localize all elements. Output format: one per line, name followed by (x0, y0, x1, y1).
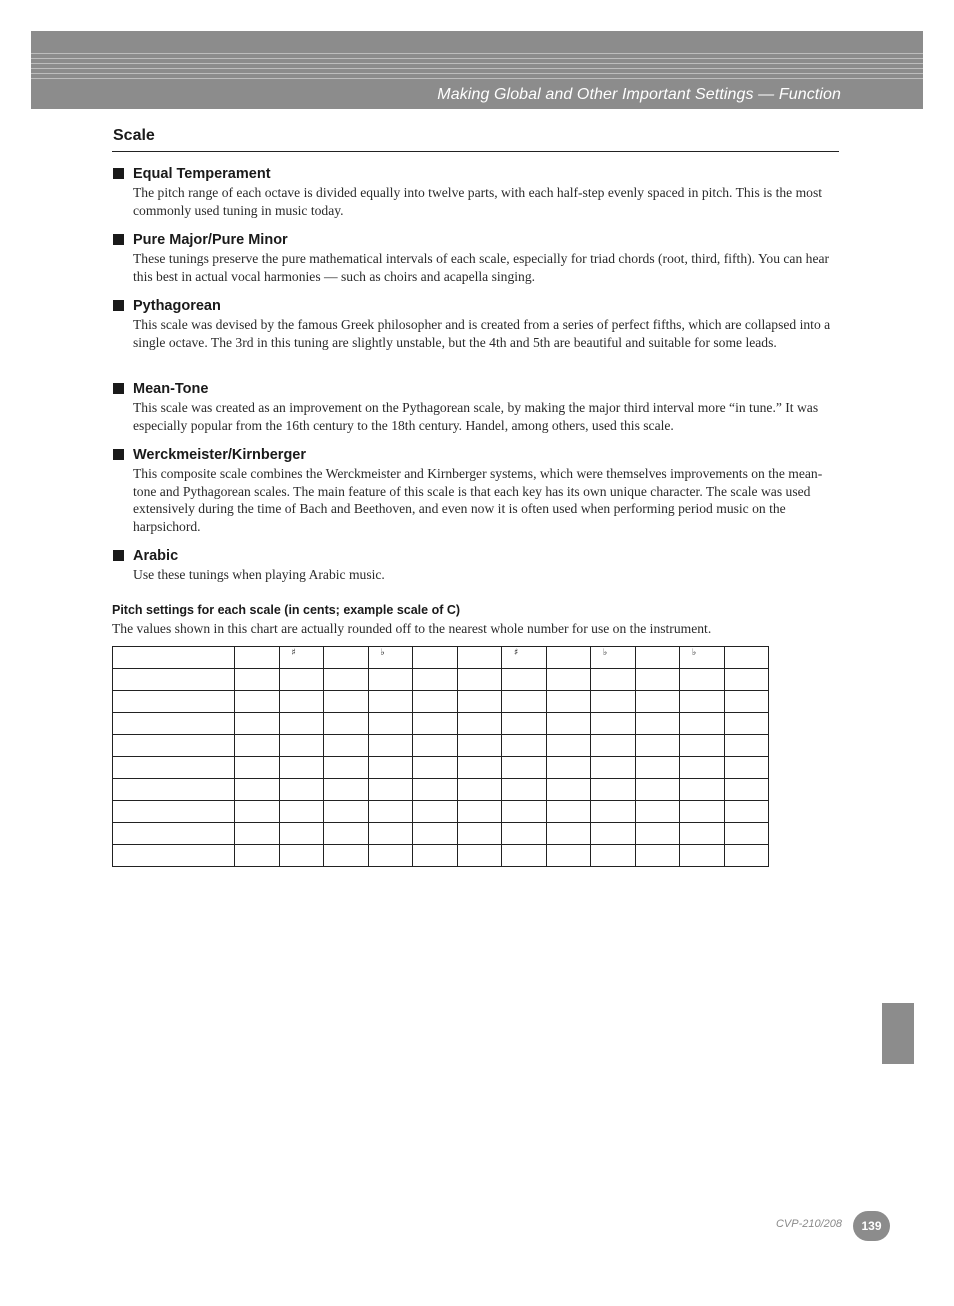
table-cell (113, 757, 235, 779)
table-cell (680, 647, 725, 669)
chart-caption: Pitch settings for each scale (in cents; example scale of C) (112, 603, 461, 617)
page-header-band (31, 31, 923, 109)
table-cell (413, 691, 458, 713)
table-cell (279, 669, 324, 691)
table-cell (680, 757, 725, 779)
table-cell (457, 713, 502, 735)
table-row (113, 669, 769, 691)
entry-heading: Mean-Tone (133, 381, 209, 397)
sharp-icon: ♯ (514, 648, 519, 658)
entry-heading: Werckmeister/Kirnberger (133, 447, 307, 463)
table-cell (324, 845, 369, 867)
table-cell (279, 647, 324, 669)
table-cell (413, 735, 458, 757)
table-cell (546, 647, 591, 669)
table-cell (235, 713, 280, 735)
table-cell (591, 713, 636, 735)
table-cell (635, 691, 680, 713)
table-cell (457, 647, 502, 669)
table-cell (368, 669, 413, 691)
table-cell (546, 757, 591, 779)
square-bullet-icon (113, 234, 124, 245)
table-cell (324, 779, 369, 801)
table-cell (546, 823, 591, 845)
table-cell (724, 647, 769, 669)
table-cell (546, 691, 591, 713)
table-row (113, 823, 769, 845)
table-cell (368, 779, 413, 801)
table-cell (724, 691, 769, 713)
table-row (113, 713, 769, 735)
table-cell (635, 801, 680, 823)
table-cell (235, 801, 280, 823)
table-cell (235, 669, 280, 691)
table-cell (324, 823, 369, 845)
table-cell (324, 713, 369, 735)
table-cell (113, 823, 235, 845)
table-cell (546, 669, 591, 691)
table-cell (591, 647, 636, 669)
table-cell (724, 801, 769, 823)
table-cell (324, 801, 369, 823)
entry-pure-major-minor (113, 230, 839, 285)
table-cell (546, 735, 591, 757)
table-row (113, 757, 769, 779)
table-cell (502, 779, 547, 801)
table-cell (502, 647, 547, 669)
table-cell (113, 669, 235, 691)
table-cell (635, 845, 680, 867)
square-bullet-icon (113, 168, 124, 179)
table-cell (546, 779, 591, 801)
flat-icon: ♭ (380, 648, 385, 658)
table-cell (324, 647, 369, 669)
table-cell (502, 735, 547, 757)
table-cell (279, 779, 324, 801)
entry-equal-temperament (113, 164, 839, 219)
table-cell (502, 669, 547, 691)
square-bullet-icon (113, 300, 124, 311)
table-cell (413, 713, 458, 735)
entry-arabic (113, 546, 839, 584)
table-cell (368, 845, 413, 867)
table-cell (591, 691, 636, 713)
table-cell (413, 823, 458, 845)
entry-heading: Pure Major/Pure Minor (133, 232, 288, 248)
section-divider (112, 151, 839, 152)
entry-heading: Equal Temperament (133, 166, 271, 182)
table-cell (724, 823, 769, 845)
table-cell (502, 691, 547, 713)
table-cell (502, 801, 547, 823)
table-cell (279, 845, 324, 867)
table-row (113, 801, 769, 823)
table-cell (413, 669, 458, 691)
table-cell (680, 669, 725, 691)
table-cell (457, 823, 502, 845)
table-cell (413, 647, 458, 669)
table-cell (680, 735, 725, 757)
table-cell (591, 823, 636, 845)
table-cell (635, 647, 680, 669)
table-cell (279, 691, 324, 713)
table-cell (113, 779, 235, 801)
table-cell (368, 801, 413, 823)
entry-mean-tone (113, 379, 839, 434)
table-cell (724, 713, 769, 735)
table-cell (635, 713, 680, 735)
table-row (113, 735, 769, 757)
table-cell (635, 823, 680, 845)
table-cell (546, 713, 591, 735)
table-cell (724, 757, 769, 779)
table-cell (368, 823, 413, 845)
table-cell (724, 779, 769, 801)
entry-body: These tunings preserve the pure mathematical intervals of each scale, especially for triad chords (root, third, fifth). You can hear this best in actual vocal harmonies — such as choirs and acapella singing. (133, 251, 830, 284)
table-cell (413, 757, 458, 779)
table-cell (457, 845, 502, 867)
table-cell (724, 669, 769, 691)
table-cell (113, 845, 235, 867)
table-cell (635, 669, 680, 691)
table-cell (413, 801, 458, 823)
table-cell (457, 801, 502, 823)
table-cell (502, 757, 547, 779)
table-cell (113, 713, 235, 735)
square-bullet-icon (113, 383, 124, 394)
table-cell (413, 779, 458, 801)
page-number: 139 (853, 1211, 890, 1241)
table-cell (591, 779, 636, 801)
table-cell (502, 713, 547, 735)
sharp-icon: ♯ (291, 648, 296, 658)
chart-note: The values shown in this chart are actually rounded off to the nearest whole number for use on the instrument. (112, 621, 712, 636)
table-cell (457, 735, 502, 757)
table-cell (680, 845, 725, 867)
table-header-row (113, 647, 769, 669)
table-cell (235, 691, 280, 713)
table-cell (368, 713, 413, 735)
table-cell (680, 779, 725, 801)
entry-heading: Pythagorean (133, 298, 221, 314)
table-cell (591, 757, 636, 779)
table-cell (324, 669, 369, 691)
flat-icon: ♭ (603, 648, 608, 658)
entry-pythagorean (113, 296, 839, 351)
table-cell (235, 647, 280, 669)
square-bullet-icon (113, 550, 124, 561)
table-cell (502, 845, 547, 867)
table-cell (635, 757, 680, 779)
table-cell (113, 647, 235, 669)
table-cell (546, 801, 591, 823)
table-cell (457, 669, 502, 691)
table-cell (591, 669, 636, 691)
table-cell (591, 735, 636, 757)
table-cell (279, 713, 324, 735)
table-cell (279, 757, 324, 779)
table-cell (680, 713, 725, 735)
table-cell (235, 757, 280, 779)
table-cell (457, 691, 502, 713)
entry-body: This composite scale combines the Werckmeister and Kirnberger systems, which were themselves improvements on the mean-tone and Pythagorean scales. The main feature of this scale is that each key has its own unique character. The scale was used extensively during the time of Bach and Beethoven, and even now it is often used when performing period music on the harpsichord. (133, 466, 823, 535)
table-cell (680, 801, 725, 823)
table-row (113, 845, 769, 867)
pitch-table (112, 646, 769, 867)
section-title: Scale (113, 127, 155, 144)
table-cell (502, 823, 547, 845)
header-title: Making Global and Other Important Settings — Function (437, 86, 841, 103)
table-cell (457, 779, 502, 801)
entry-body: The pitch range of each octave is divided equally into twelve parts, with each half-step evenly spaced in pitch. This is the most commonly used tuning in music today. (133, 185, 823, 218)
table-cell (368, 647, 413, 669)
table-cell (235, 735, 280, 757)
entry-werckmeister-kirnberger (113, 445, 839, 536)
entry-body: This scale was devised by the famous Greek philosopher and is created from a series of perfect fifths, which are collapsed into a single octave. The 3rd in this tuning are slightly unstable, but the 4th and 5th are beautiful and suitable for some leads. (133, 317, 831, 350)
table-row (113, 779, 769, 801)
table-cell (113, 691, 235, 713)
entry-body: This scale was created as an improvement on the Pythagorean scale, by making the major third interval more “in tune.” It was especially popular from the 16th century to the 18th century. Handel, among others, used this scale. (133, 400, 819, 433)
entry-heading: Arabic (133, 548, 179, 564)
table-cell (591, 801, 636, 823)
square-bullet-icon (113, 449, 124, 460)
table-cell (113, 801, 235, 823)
table-cell (279, 801, 324, 823)
table-row (113, 691, 769, 713)
table-cell (324, 691, 369, 713)
table-cell (113, 735, 235, 757)
table-cell (279, 735, 324, 757)
entry-body: Use these tunings when playing Arabic music. (133, 567, 385, 582)
header-stripes (31, 53, 923, 81)
table-cell (724, 845, 769, 867)
table-cell (680, 691, 725, 713)
table-cell (413, 845, 458, 867)
table-cell (235, 823, 280, 845)
side-tab-marker (882, 1003, 914, 1064)
table-cell (368, 757, 413, 779)
table-cell (324, 735, 369, 757)
table-cell (724, 735, 769, 757)
table-cell (235, 845, 280, 867)
table-cell (680, 823, 725, 845)
table-cell (457, 757, 502, 779)
table-cell (546, 845, 591, 867)
table-cell (279, 823, 324, 845)
table-cell (368, 691, 413, 713)
table-cell (324, 757, 369, 779)
table-cell (635, 779, 680, 801)
table-cell (591, 845, 636, 867)
table-cell (635, 735, 680, 757)
table-cell (235, 779, 280, 801)
flat-icon: ♭ (692, 648, 697, 658)
model-name: CVP-210/208 (775, 1218, 842, 1230)
table-cell (368, 735, 413, 757)
